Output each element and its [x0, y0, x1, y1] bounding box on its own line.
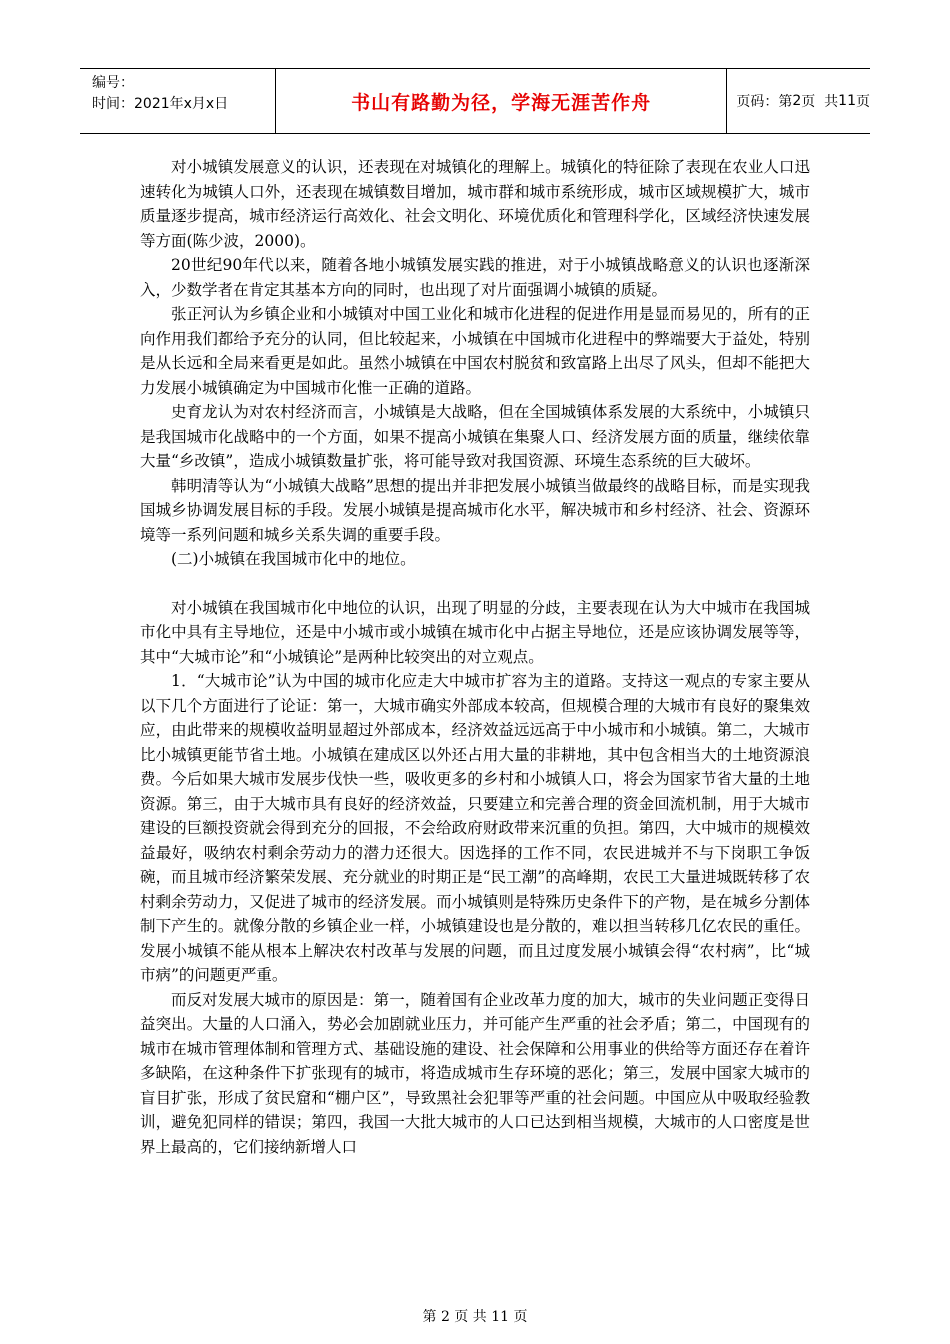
paragraph: 张正河认为乡镇企业和小城镇对中国工业化和城市化进程的促进作用是显而易见的，所有的正向作用我们都给予充分的认同，但比较起来，小城镇在中国城市化进程中的弊端要大于益处，特别是从长远和全局来看更是如此。虽然小城镇在中国农村脱贫和致富路上出尽了风头，但却不能把大力发展小城镇确定为中国城市化惟一正确的道路。: [140, 305, 810, 397]
page-prefix: 页码：第: [736, 94, 793, 110]
section-heading: (二)小城镇在我国城市化中的地位。: [171, 550, 416, 568]
header-page-info: [727, 69, 870, 133]
paragraph: 对小城镇在我国城市化中地位的认识，出现了明显的分歧，主要表现在认为大中城市在我国城市化中具有主导地位，还是中小城市或小城镇在城市化中占据主导地位，还是应该协调发展等等，其中“大城市论”和“小城镇论”是两种比较突出的对立观点。: [140, 598, 810, 666]
page-footer: 第 2 页 共 11 页: [422, 1309, 528, 1325]
paragraph: 对小城镇发展意义的认识，还表现在对城镇化的理解上。城镇化的特征除了表现在农业人口迅速转化为城镇人口外，还表现在城镇数目增加，城市群和城市系统形成，城市区域规模扩大，城市质量逐步提高，城市经济运行高效化、社会文明化、环境优质化和管理科学化，区域经济快速发展等方面(陈少波，2000)。: [140, 158, 810, 250]
page-total: 11: [838, 93, 856, 109]
page-header: [80, 68, 870, 134]
paragraph: 1．“大城市论”认为中国的城市化应走大中城市扩容为主的道路。支持这一观点的专家主要从以下几个方面进行了论证：第一，大城市确实外部成本较高，但规模合理的大城市有良好的聚集效应，由此带来的规模收益明显超过外部成本，经济效益远远高于中小城市和小城镇。第二，大城市比小城镇更能节省土地。小城镇在建成区以外还占用大量的非耕地，其中包含相当大的土地资源浪费。今后如果大城市发展步伐快一些，吸收更多的乡村和小城镇人口，将会为国家节省大量的土地资源。第三，由于大城市具有良好的经济效益，只要建立和完善合理的资金回流机制，用于大城市建设的巨额投资就会得到充分的回报，不会给政府财政带来沉重的负担。第四，大中城市的规模效益最好，吸纳农村剩余劳动力的潜力还很大。因选择的工作不同，农民进城并不与下岗职工争饭碗，而且城市经济繁荣发展、充分就业的时期正是“民工潮”的高峰期，农民工大量进城既转移了农村剩余劳动力，又促进了城市的经济发展。而小城镇则是特殊历史条件下的产物，是在城乡分割体制下产生的。就像分散的乡镇企业一样，小城镇建设也是分散的，难以担当转移几亿农民的重任。发展小城镇不能从根本上解决农村改革与发展的问题，而且过度发展小城镇会得“农村病”，比“城市病”的问题更严重。: [140, 672, 810, 984]
document-number-label: 编号：: [92, 75, 134, 91]
header-motto: 书山有路勤为径，学海无涯苦作舟: [276, 69, 728, 133]
paragraph: 史育龙认为对农村经济而言，小城镇是大战略，但在全国城镇体系发展的大系统中，小城镇只是我国城市化战略中的一个方面，如果不提高小城镇在集聚人口、经济发展方面的质量，继续依靠大量“乡改镇”，造成小城镇数量扩张，将可能导致对我国资源、环境生态系统的巨大破坏。: [140, 403, 810, 470]
paragraph: 韩明清等认为“小城镇大战略”思想的提出并非把发展小城镇当做最终的战略目标，而是实现我国城乡协调发展目标的手段。发展小城镇是提高城市化水平，解决城市和乡村经济、社会、资源环境等一系列问题和城乡关系失调的重要手段。: [140, 476, 810, 544]
header-meta: [80, 69, 276, 133]
paragraph: 20世纪90年代以来，随着各地小城镇发展实践的推进，对于小城镇战略意义的认识也逐渐深入，少数学者在肯定其基本方向的同时，也出现了对片面强调小城镇的质疑。: [140, 256, 810, 299]
paragraph: 而反对发展大城市的原因是：第一，随着国有企业改革力度的加大，城市的失业问题正变得日益突出。大量的人口涌入，势必会加剧就业压力，并可能产生严重的社会矛盾；第二，中国现有的城市在城市管理体制和管理方式、基础设施的建设、社会保障和公用事业的供给等方面还存在着许多缺陷，在这种条件下扩张现有的城市，将造成城市生存环境的恶化；第三，发展中国家大城市的盲目扩张，形成了贫民窟和“棚户区”，导致黑社会犯罪等严重的社会问题。中国应从中吸取经验教训，避免犯同样的错误；第四，我国一大批大城市的人口已达到相当规模，大城市的人口密度是世界上最高的，它们接纳新增人口: [140, 990, 810, 1156]
document-body: [140, 155, 810, 1159]
page-number: 2: [792, 93, 802, 109]
page-suffix: 页: [856, 94, 870, 110]
page-mid: 页 共: [801, 94, 839, 110]
document-date: 时间：2021年x月x日: [92, 96, 229, 112]
